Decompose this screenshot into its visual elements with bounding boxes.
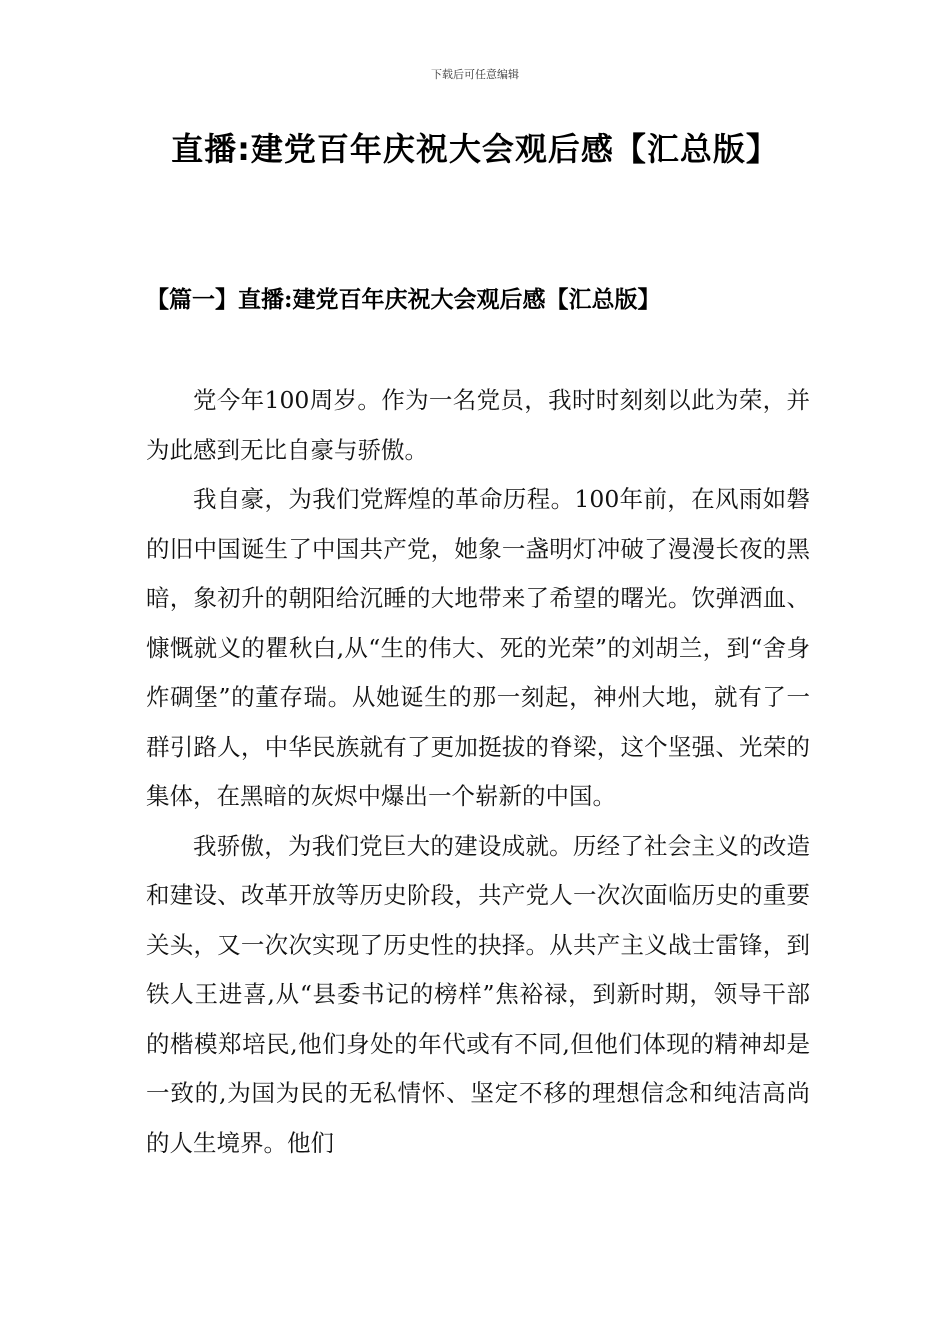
document-title: 直播:建党百年庆祝大会观后感【汇总版】 xyxy=(171,130,779,168)
paragraph-2: 我自豪，为我们党辉煌的革命历程。100年前，在风雨如磐的旧中国诞生了中国共产党，她象一盏明灯冲破了漫漫长夜的黑暗，象初升的朝阳给沉睡的大地带来了希望的曙光。饮弹洒血、慷慨就义的瞿秋白,从“生的伟大、死的光荣”的刘胡兰，到“舍身炸碉堡”的董存瑞。从她诞生的那一刻起，神州大地，就有了一群引路人，中华民族就有了更加挺拔的脊梁，这个坚强、光荣的集体，在黑暗的灰烬中爆出一个崭新的中国。 xyxy=(146,485,810,810)
section-heading: 【篇一】直播:建党百年庆祝大会观后感【汇总版】 xyxy=(146,286,661,313)
header-note: 下载后可任意编辑 xyxy=(431,68,519,81)
paragraph-1: 党今年100周岁。作为一名党员，我时时刻刻以此为荣，并为此感到无比自豪与骄傲。 xyxy=(146,386,810,464)
paragraph-3: 我骄傲，为我们党巨大的建设成就。历经了社会主义的改造和建设、改革开放等历史阶段，共产党人一次次面临历史的重要关头，又一次次实现了历史性的抉择。从共产主义战士雷锋，到铁人王进喜,从“县委书记的榜样”焦裕禄，到新时期，领导干部的楷模郑培民,他们身处的年代或有不同,但他们体现的精神却是一致的,为国为民的无私情怀、坚定不移的理想信念和纯洁高尚的人生境界。他们 xyxy=(146,831,810,1157)
body-text xyxy=(146,376,810,1168)
